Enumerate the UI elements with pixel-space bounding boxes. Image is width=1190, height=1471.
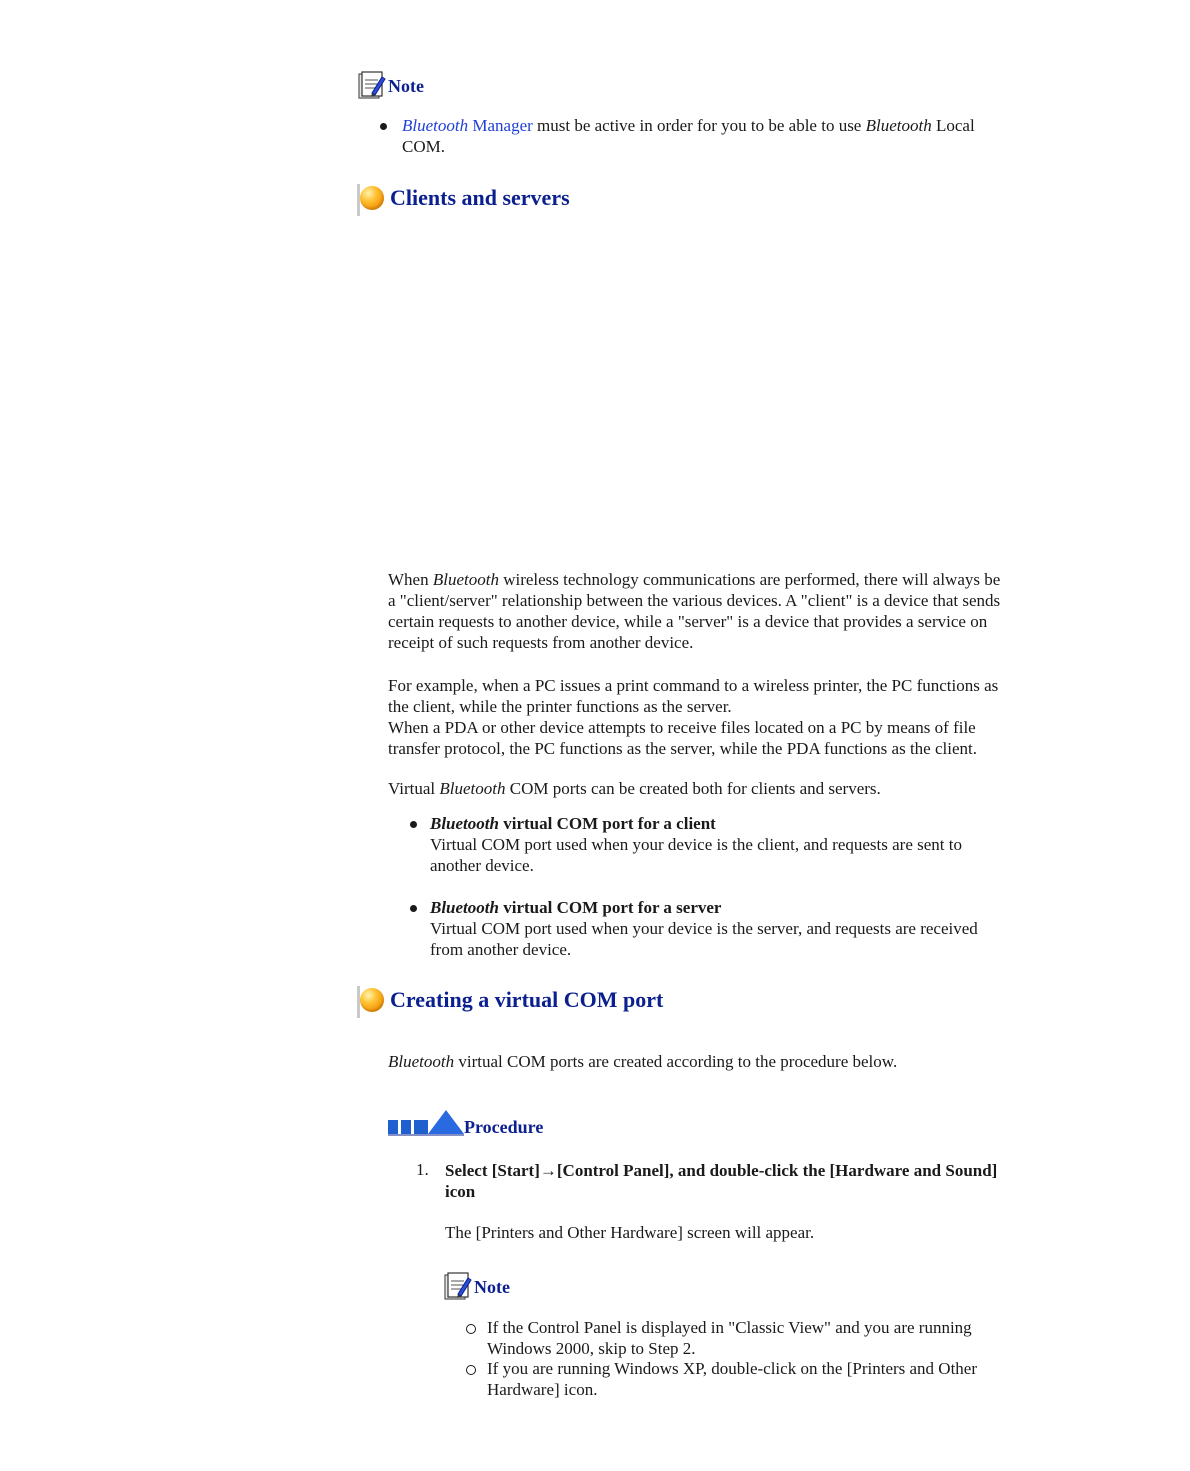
note-italic: Bluetooth [865, 116, 932, 135]
list-item-client: Bluetooth virtual COM port for a client Virtual COM port used when your device is the client, and requests are sent to another device. [430, 814, 962, 875]
note-header-top [358, 70, 424, 102]
section2-intro: Bluetooth virtual COM ports are created according to the procedure below. [388, 1052, 898, 1071]
sub-bullet [466, 1324, 476, 1334]
bullet-dot [380, 123, 387, 130]
procedure-label: Procedure [464, 1117, 544, 1137]
list-item-server: Bluetooth virtual COM port for a server Virtual COM port used when your device is the server, and requests are received from another device. [430, 898, 978, 959]
step-number: 1. [416, 1160, 429, 1179]
note-label: Note [474, 1277, 510, 1297]
section1-paragraph-2: For example, when a PC issues a print command to a wireless printer, the PC functions as the client, while the printer functions as the server. When a PDA or other device attempts to receive files located on a PC by means of file transfer protocol, the PC functions as the server, while the PDA functions as the client. [388, 676, 999, 758]
note-icon [358, 71, 386, 101]
procedure-header [388, 1108, 543, 1136]
section-bullet-icon [360, 988, 384, 1012]
bluetooth-manager-link[interactable]: Bluetooth Manager [402, 116, 533, 135]
section-header-clients-servers [360, 186, 570, 210]
sub-bullet [466, 1365, 476, 1375]
note-item-1: If the Control Panel is displayed in "Classic View" and you are running Windows 2000, skip to Step 2. [487, 1318, 972, 1358]
note-item-2: If you are running Windows XP, double-click on the [Printers and Other Hardware] icon. [487, 1359, 978, 1399]
procedure-arrow-icon [388, 1108, 464, 1136]
note-icon [444, 1272, 472, 1302]
note-top-item [402, 115, 1102, 157]
note-header-step [444, 1271, 510, 1303]
note-line-2: COM. [402, 137, 445, 156]
bullet-dot [410, 821, 417, 828]
section1-paragraph-3: Virtual Bluetooth COM ports can be created both for clients and servers. [388, 779, 881, 798]
section-bullet-icon [360, 186, 384, 210]
section-title: Clients and servers [390, 185, 570, 210]
section-title: Creating a virtual COM port [390, 987, 664, 1012]
note-label: Note [388, 76, 424, 96]
section1-paragraph-1: When Bluetooth wireless technology communications are performed, there will always be a "client/server" relationship between the various devices. A "client" is a device that sends certain requests to another device, while a "server" is a device that provides a service on receipt of such requests from another device. [388, 570, 1001, 652]
step-1-result: The [Printers and Other Hardware] screen will appear. [445, 1223, 815, 1242]
bullet-dot [410, 905, 417, 912]
note-text-2: Local [931, 116, 975, 135]
note-text: must be active in order for you to be able to use [532, 116, 866, 135]
step-1: Select [Start]→[Control Panel], and double-click the [Hardware and Sound] icon [445, 1161, 998, 1201]
section-header-creating-com-port [360, 988, 663, 1012]
